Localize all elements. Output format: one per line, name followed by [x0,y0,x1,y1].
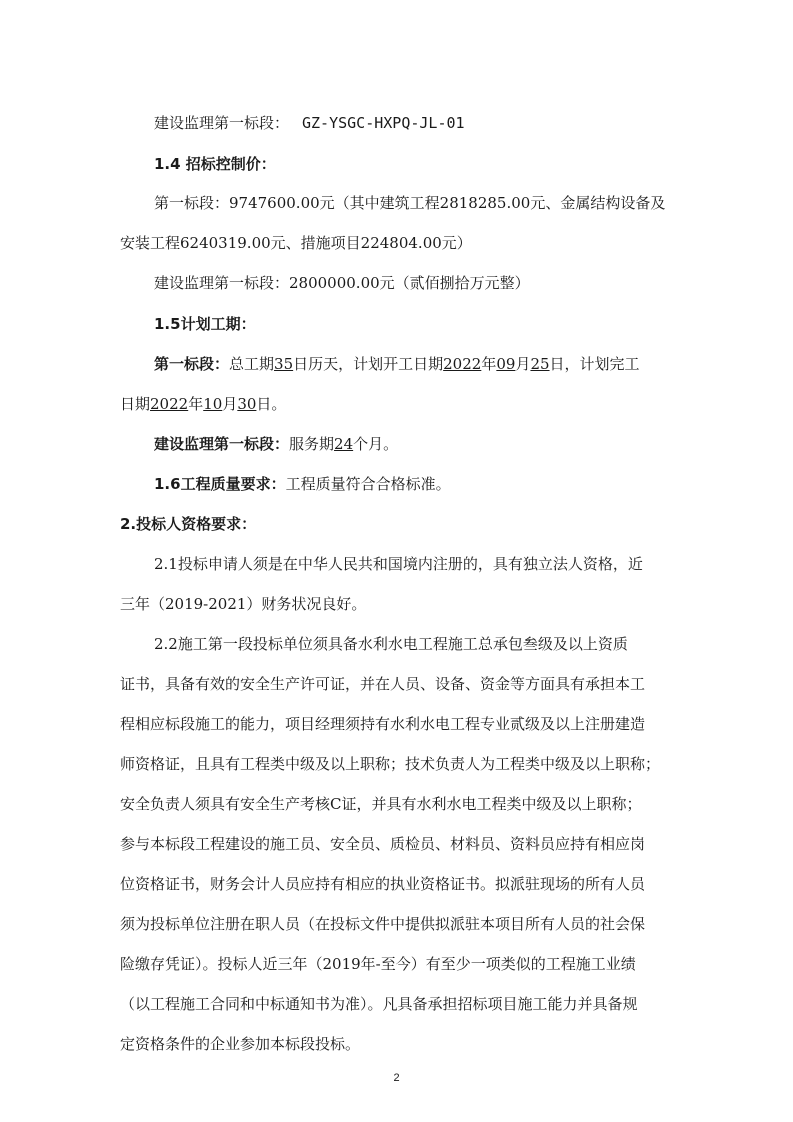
heading-1-5: 1.5计划工期： [154,315,256,333]
schedule-text: 日，计划完工 [549,355,640,373]
quality-text: 工程质量符合合格标准。 [285,475,451,493]
supervision-label: 建设监理第一标段： [154,114,290,132]
para-2-2-line-4: 师资格证，且具有工程类中级及以上职称；技术负责人为工程类中级及以上职称； [120,755,661,773]
para-2-2-line-1: 2.2施工第一段投标单位须具备水利水电工程施工总承包叁级及以上资质 [154,635,628,653]
schedule-text: 个月。 [353,435,399,453]
para-2-2-line-6: 参与本标段工程建设的施工员、安全员、质检员、材料员、资料员应持有相应岗 [120,835,646,853]
duration-days: 35 [274,355,294,373]
schedule-line-3 [154,434,793,454]
para-2-2-line-2: 证书，具备有效的安全生产许可证，并在人员、设备、资金等方面具有承担本工 [120,675,646,693]
price-line-3: 建设监理第一标段：2800000.00元（贰佰捌拾万元整） [154,274,530,292]
end-month: 10 [203,395,223,413]
para-2-2-line-10: （以工程施工合同和中标通知书为准）。凡具备承担招标项目施工能力并具备规 [120,995,638,1013]
heading-1-4: 1.4 招标控制价： [154,155,276,173]
para-2-2-line-9: 险缴存凭证）。投标人近三年（2019年-至今）有至少一项类似的工程施工业绩 [120,955,636,973]
heading-2: 2.投标人资格要求： [120,515,257,533]
schedule-line-1 [154,354,793,374]
page-number: 2 [393,1072,400,1084]
para-2-1-line-1: 2.1投标申请人须是在中华人民共和国境内注册的，具有独立法人资格，近 [154,555,643,573]
para-2-2-line-5: 安全负责人须具有安全生产考核C证，并具有水利水电工程类中级及以上职称； [120,795,642,813]
schedule-text: 服务期 [289,435,335,453]
schedule-text: 月 [515,355,531,373]
schedule-text: 日历天，计划开工日期 [293,355,444,373]
schedule-text: 年 [188,395,204,413]
price-line-2: 安装工程6240319.00元、措施项目224804.00元） [120,234,472,252]
start-day: 25 [530,355,550,373]
heading-1-6: 1.6工程质量要求： [154,475,286,493]
price-line-1: 第一标段：9747600.00元（其中建筑工程2818285.00元、金属结构设备及 [154,194,666,212]
schedule-line-2 [120,394,793,414]
start-month: 09 [496,355,516,373]
service-months: 24 [334,435,354,453]
section-code: GZ-YSGC-HXPQ-JL-01 [302,114,465,132]
para-2-2-line-8: 须为投标单位注册在职人员（在投标文件中提供拟派驻本项目所有人员的社会保 [120,915,646,933]
para-2-2-line-7: 位资格证书，财务会计人员应持有相应的执业资格证书。拟派驻现场的所有人员 [120,875,646,893]
schedule-text: 总工期 [229,355,275,373]
para-2-2-line-11: 定资格条件的企业参加本标段投标。 [120,1035,361,1053]
schedule-text: 日期 [120,395,151,413]
supervision-period-label: 建设监理第一标段： [154,435,290,453]
para-2-1-line-2: 三年（2019-2021）财务状况良好。 [120,595,367,613]
quality-line [154,474,793,494]
schedule-text: 月 [222,395,238,413]
end-year: 2022 [150,395,189,413]
schedule-label: 第一标段： [154,355,230,373]
end-day: 30 [237,395,257,413]
start-year: 2022 [443,355,482,373]
schedule-text: 日。 [256,395,287,413]
para-2-2-line-3: 程相应标段施工的能力，项目经理须持有水利水电工程专业贰级及以上注册建造 [120,715,646,733]
schedule-text: 年 [481,355,497,373]
